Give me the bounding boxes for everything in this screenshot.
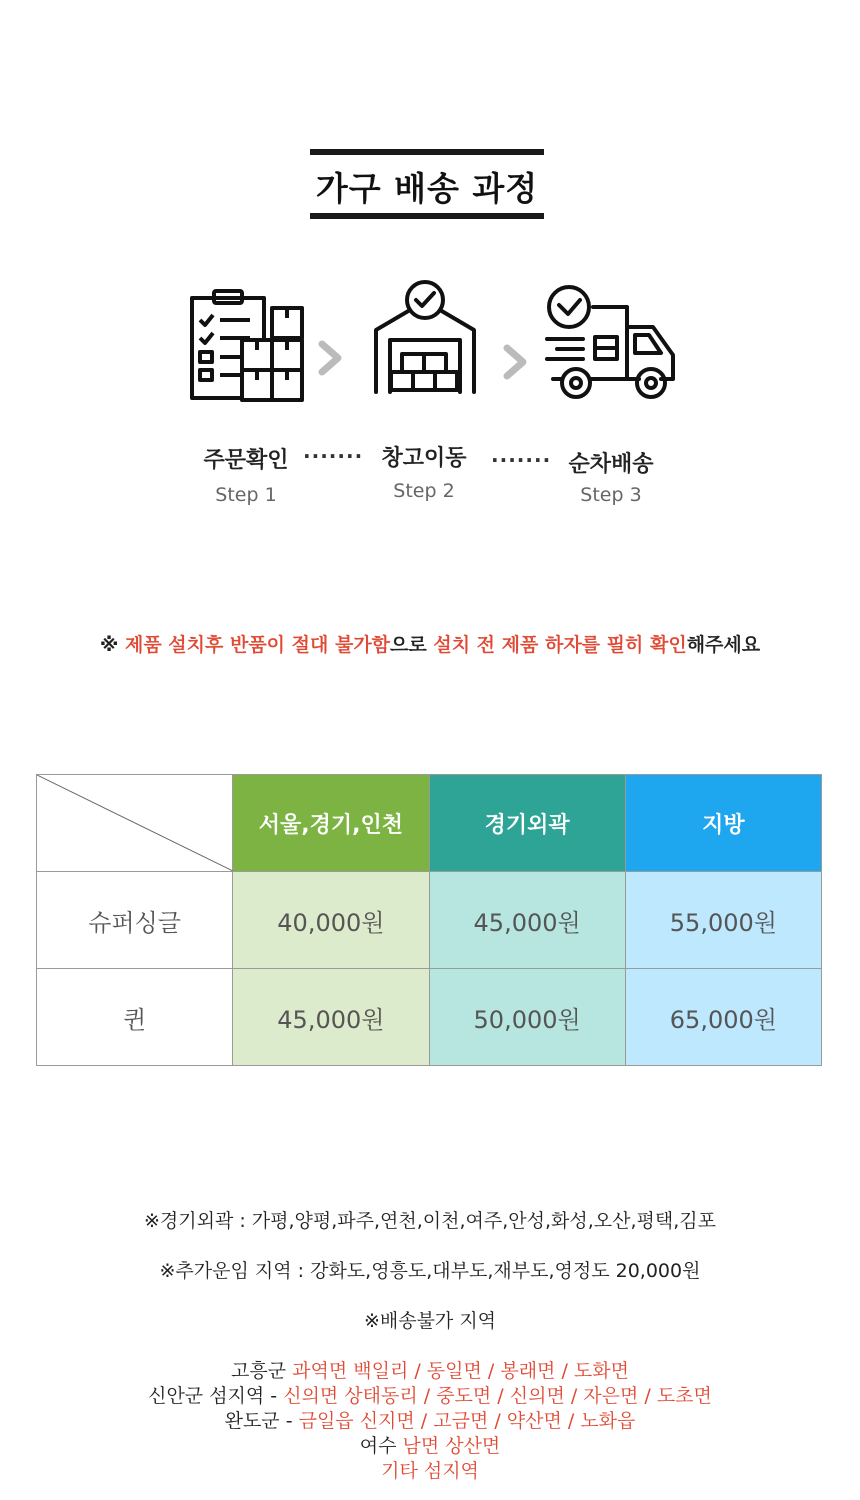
warehouse-check-icon [370, 278, 480, 396]
no-delivery-area [0, 1381, 860, 1408]
area-detail: 금일읍 신지면 / 고금면 / 약산면 / 노화읍 [298, 1410, 636, 1432]
section-title [310, 149, 544, 221]
step-1-name: 주문확인 [203, 448, 289, 473]
price-cell: 55,000원 [625, 872, 821, 969]
row-label: 퀸 [37, 969, 233, 1066]
area-detail: 남면 상산면 [402, 1435, 501, 1457]
row-label: 슈퍼싱글 [37, 872, 233, 969]
step-2-name: 창고이동 [381, 446, 467, 471]
step-connector-dots: ······· [303, 444, 364, 468]
header-metro: 서울,경기,인천 [233, 775, 429, 872]
delivery-truck-icon [543, 283, 679, 405]
table-row [37, 872, 822, 969]
no-delivery-area [0, 1356, 860, 1383]
area-detail: 과역면 백일리 / 동일면 / 봉래면 / 도화면 [292, 1360, 629, 1382]
header-regional: 지방 [625, 775, 821, 872]
chevron-right-icon [318, 338, 346, 378]
chevron-right-icon [503, 342, 531, 382]
table-row [37, 969, 822, 1066]
step-2-sub: Step 2 [393, 480, 455, 502]
header-gyeonggi-outer: 경기외곽 [429, 775, 625, 872]
step-connector-dots: ······· [491, 448, 552, 472]
area-region: 신안군 섬지역 - [148, 1385, 284, 1407]
step-3-sub: Step 3 [580, 484, 642, 506]
notice-text: 으로 [390, 634, 434, 656]
shipping-price-table [36, 774, 822, 1066]
notice-warning: 제품 설치후 반품이 절대 불가함 [124, 634, 391, 656]
notice-prefix: ※ [99, 634, 125, 656]
area-region: 고흥군 [231, 1360, 293, 1382]
price-cell: 40,000원 [233, 872, 429, 969]
table-header-row [37, 775, 822, 872]
outer-area-info: ※경기외곽 : 가평,양평,파주,연천,이천,여주,안성,화성,오산,평택,김포 [143, 1210, 716, 1232]
area-detail: 신의면 상태동리 / 중도면 / 신의면 / 자은면 / 도초면 [283, 1385, 712, 1407]
price-cell: 45,000원 [429, 872, 625, 969]
no-delivery-heading: ※배송불가 지역 [363, 1310, 497, 1332]
return-notice [0, 630, 860, 657]
notice-text: 해주세요 [686, 634, 761, 656]
no-delivery-area [0, 1456, 860, 1483]
price-cell: 50,000원 [429, 969, 625, 1066]
area-detail: 기타 섬지역 [381, 1460, 479, 1482]
step-1-sub: Step 1 [215, 484, 277, 506]
notice-warning: 설치 전 제품 하자를 필히 확인 [433, 634, 687, 656]
area-region: 여수 [359, 1435, 403, 1457]
title-bottom-bar [310, 213, 544, 219]
no-delivery-area [0, 1431, 860, 1458]
page-title: 가구 배송 과정 [315, 169, 539, 208]
title-top-bar [310, 149, 544, 155]
area-region: 완도군 - [224, 1410, 299, 1432]
clipboard-boxes-icon [188, 288, 308, 404]
extra-fee-info: ※추가운임 지역 : 강화도,영흥도,대부도,재부도,영정도 20,000원 [159, 1260, 701, 1282]
no-delivery-area [0, 1406, 860, 1433]
price-cell: 65,000원 [625, 969, 821, 1066]
step-3-name: 순차배송 [568, 452, 654, 477]
diagonal-line [37, 775, 233, 871]
table-corner-cell [37, 775, 233, 872]
price-cell: 45,000원 [233, 969, 429, 1066]
